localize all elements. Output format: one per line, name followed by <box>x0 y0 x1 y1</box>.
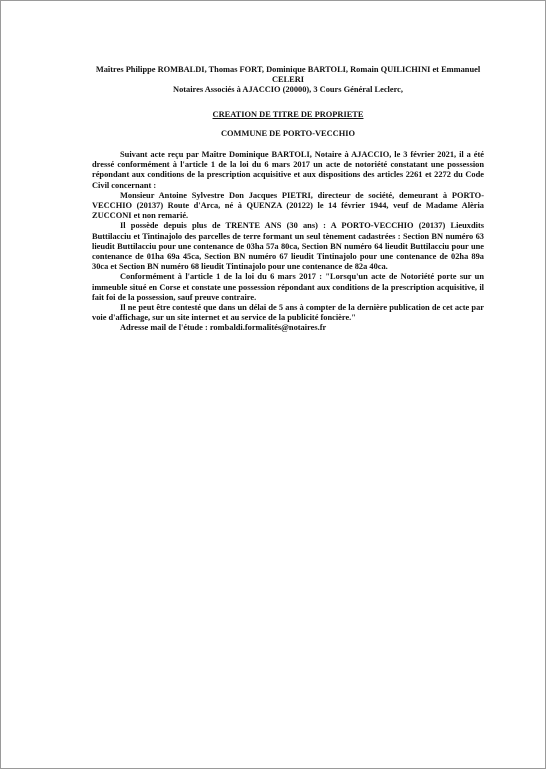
paragraph-acte: Suivant acte reçu par Maître Dominique BARTOLI, Notaire à AJACCIO, le 3 février 2021, il a été dressé conformément à l'article 1 de la loi du 6 mars 2017 un acte de notoriété constatant une possession répondant aux conditions de la prescription acquisitive et aux dispositions des articles 2261 et 2272 du Code Civil concernant : <box>92 150 484 190</box>
commune-heading: COMMUNE DE PORTO-VECCHIO <box>220 128 355 138</box>
document-content <box>92 65 484 334</box>
notary-address: Notaires Associés à AJACCIO (20000), 3 Cours Général Leclerc, <box>173 85 403 95</box>
paragraph-contestation: Il ne peut être contesté que dans un délai de 5 ans à compter de la dernière publication de cet acte par voie d'affichage, sur un site internet et au service de la publicité foncière." <box>92 303 484 323</box>
paragraph-law: Conformément à l'article 1 de la loi du 6 mars 2017 : "Lorsqu'un acte de Notoriété porte sur un immeuble situé en Corse et constate une possession répondant aux conditions de la prescription acquisitive, il fait foi de la possession, sauf preuve contraire. <box>92 272 484 302</box>
document-title: CREATION DE TITRE DE PROPRIETE <box>212 109 364 119</box>
title-block <box>92 110 484 139</box>
notary-names: Maîtres Philippe ROMBALDI, Thomas FORT, Dominique BARTOLI, Romain QUILICHINI et Emmanuel CELERI <box>95 65 481 85</box>
paragraph-owner: Monsieur Antoine Sylvestre Don Jacques PIETRI, directeur de société, demeurant à PORTO-VECCHIO (20137) Route d'Arca, né à QUENZA (20122) le 14 février 1944, veuf de Madame Alèria ZUCCONI et non remarié. <box>92 190 484 221</box>
paragraph-possession: Il possède depuis plus de TRENTE ANS (30 ans) : A PORTO-VECCHIO (20137) Lieuxdits Buttilacciu et Tintinajolo des parcelles de terre formant un seul tènement cadastrées : Section BN numéro 63 lieudit Buttilacciu pour une contenance de 03ha 57a 80ca, Section BN numéro 64 lieudit Buttilacciu pour une contenance de 01ha 69a 45ca, Section BN numéro 67 lieudit Tintinajolo pour une contenance de 02ha 89a 30ca et Section BN numéro 68 lieudit Tintinajolo pour une contenance de 82a 40ca. <box>92 221 484 272</box>
document-body <box>92 150 484 334</box>
paragraph-email: Adresse mail de l'étude : rombaldi.formalités@notaires.fr <box>120 323 327 333</box>
notary-header <box>92 65 484 96</box>
